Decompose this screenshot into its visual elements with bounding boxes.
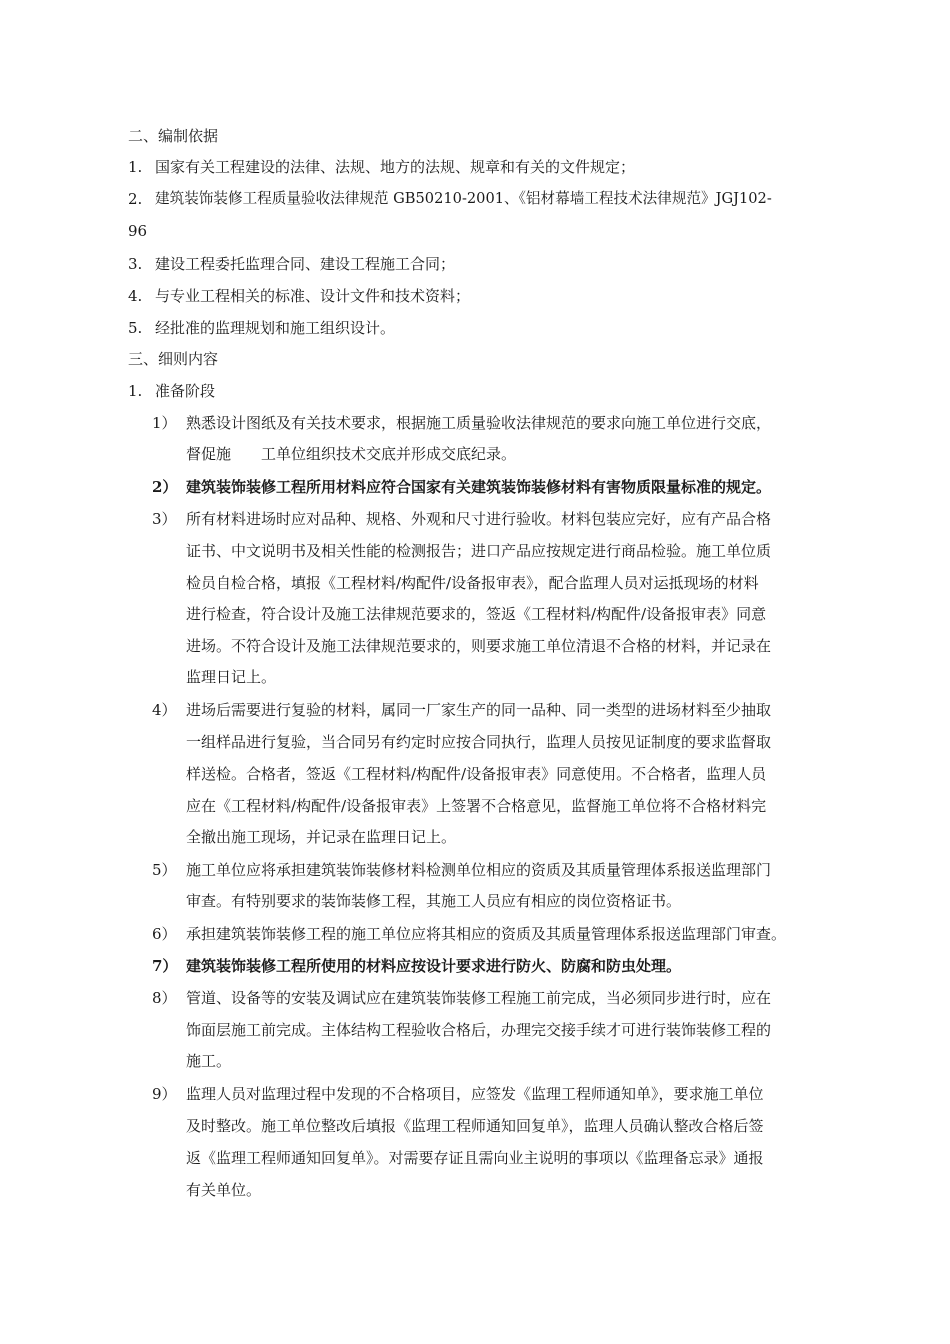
item-line: 管道、设备等的安装及调试应在建筑装饰装修工程施工前完成，当必须同步进行时，应在 [186, 989, 772, 1007]
item-number: 9） [152, 1085, 177, 1103]
item-line: 督促施 工单位组织技术交底并形成交底纪录。 [186, 445, 517, 463]
basis-item-number: 4. [128, 287, 143, 305]
item-line: 审查。有特别要求的装饰装修工程，其施工人员应有相应的岗位资格证书。 [186, 892, 682, 910]
item-line: 进行检查，符合设计及施工法律规范要求的，签返《工程材料/构配件/设备报审表》同意 [186, 605, 767, 623]
item-number: 3） [152, 510, 177, 528]
item-line: 检员自检合格，填报《工程材料/构配件/设备报审表》，配合监理人员对运抵现场的材料 [186, 574, 759, 592]
item-number: 2） [152, 478, 178, 496]
item-number: 8） [152, 989, 177, 1007]
subsection-number: 1. [128, 382, 143, 400]
basis-item-text: 建设工程委托监理合同、建设工程施工合同； [155, 255, 456, 273]
item-line: 饰面层施工前完成。主体结构工程验收合格后，办理完交接手续才可进行装饰装修工程的 [186, 1021, 772, 1039]
basis-item-number: 2. [128, 190, 143, 208]
item-line: 证书、中文说明书及相关性能的检测报告；进口产品应按规定进行商品检验。施工单位质 [186, 542, 772, 560]
item-line: 监理人员对监理过程中发现的不合格项目，应签发《监理工程师通知单》，要求施工单位 [186, 1085, 764, 1103]
subsection-title: 准备阶段 [155, 382, 216, 400]
basis-item-text: 与专业工程相关的标准、设计文件和技术资料； [155, 287, 471, 305]
item-line: 施工单位应将承担建筑装饰装修材料检测单位相应的资质及其质量管理体系报送监理部门 [186, 861, 772, 879]
basis-item-text: 国家有关工程建设的法律、法规、地方的法规、规章和有关的文件规定； [155, 158, 636, 176]
item-number: 5） [152, 861, 177, 879]
section-heading-content: 三、细则内容 [128, 350, 219, 368]
basis-item-text: 经批准的监理规划和施工组织设计。 [155, 319, 396, 337]
item-line: 承担建筑装饰装修工程的施工单位应将其相应的资质及其质量管理体系报送监理部门审查。 [186, 925, 787, 943]
item-line: 样送检。合格者，签返《工程材料/构配件/设备报审表》同意使用。不合格者，监理人员 [186, 765, 767, 783]
item-number: 6） [152, 925, 177, 943]
basis-item-number: 5. [128, 319, 143, 337]
item-line: 施工。 [186, 1052, 232, 1070]
item-line: 返《监理工程师通知回复单》。对需要存证且需向业主说明的事项以《监理备忘录》通报 [186, 1149, 764, 1167]
basis-item-number: 1. [128, 158, 143, 176]
item-line: 全撤出施工现场，并记录在监理日记上。 [186, 828, 457, 846]
basis-item-number: 3. [128, 255, 143, 273]
item-line: 熟悉设计图纸及有关技术要求，根据施工质量验收法律规范的要求向施工单位进行交底， [186, 414, 772, 432]
item-line: 进场后需要进行复验的材料，属同一厂家生产的同一品种、同一类型的进场材料至少抽取 [186, 701, 772, 719]
item-line: 一组样品进行复验，当合同另有约定时应按合同执行，监理人员按见证制度的要求监督取 [186, 733, 772, 751]
item-line: 有关单位。 [186, 1181, 262, 1199]
item-line: 及时整改。施工单位整改后填报《监理工程师通知回复单》，监理人员确认整改合格后签 [186, 1117, 764, 1135]
item-line: 所有材料进场时应对品种、规格、外观和尺寸进行验收。材料包装应完好，应有产品合格 [186, 510, 772, 528]
item-number: 4） [152, 701, 177, 719]
item-line: 监理日记上。 [186, 668, 277, 686]
section-heading-basis: 二、编制依据 [128, 127, 219, 145]
item-line: 应在《工程材料/构配件/设备报审表》上签署不合格意见，监督施工单位将不合格材料完 [186, 797, 767, 815]
item-number: 1） [152, 414, 177, 432]
basis-item-text-continued: 96 [128, 222, 148, 240]
basis-item-text: 建筑装饰装修工程质量验收法律规范 GB50210-2001、《铝材幕墙工程技术法律规范》JGJ102- [155, 190, 772, 207]
item-number: 7） [152, 957, 178, 975]
item-line: 建筑装饰装修工程所用材料应符合国家有关建筑装饰装修材料有害物质限量标准的规定。 [186, 478, 772, 496]
item-line: 建筑装饰装修工程所使用的材料应按设计要求进行防火、防腐和防虫处理。 [186, 957, 682, 975]
item-line: 进场。不符合设计及施工法律规范要求的，则要求施工单位清退不合格的材料，并记录在 [186, 637, 772, 655]
